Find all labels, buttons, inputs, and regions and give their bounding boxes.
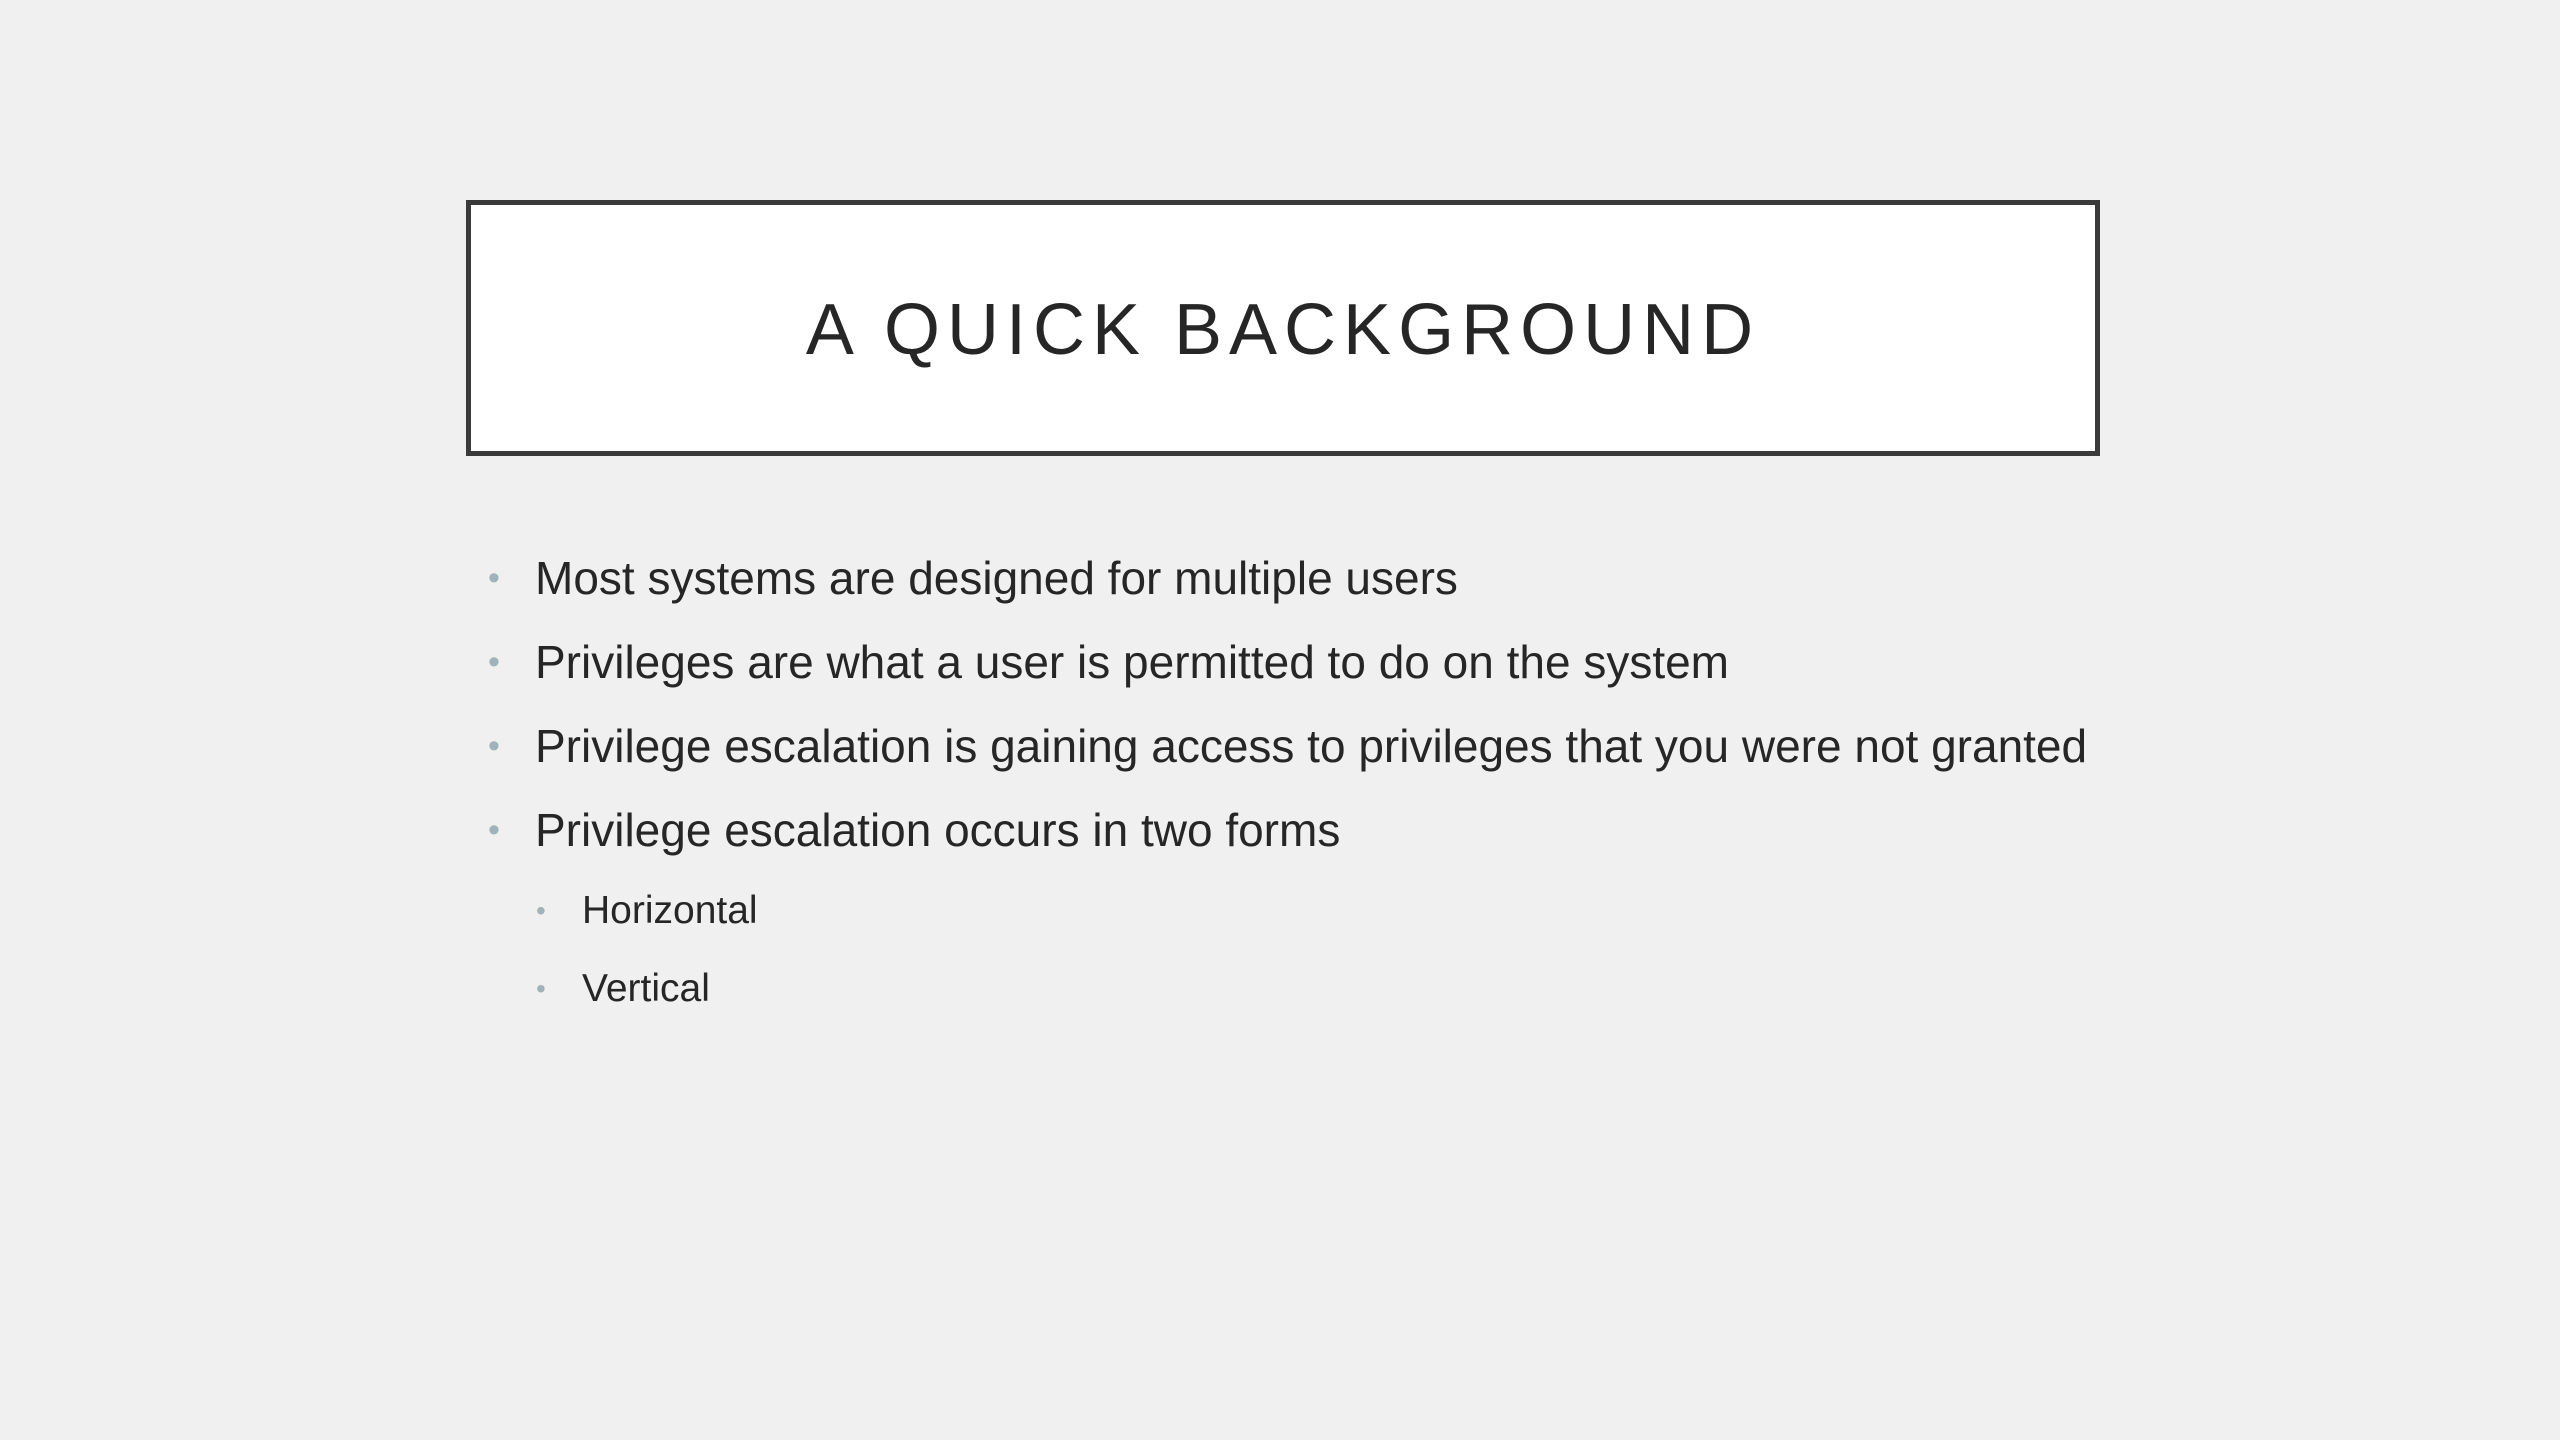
bullet-item	[482, 632, 2182, 692]
sub-bullet-item	[531, 962, 2182, 1016]
sub-bullet-text: Horizontal	[582, 889, 758, 932]
bullet-text: Privileges are what a user is permitted to do on the system	[535, 636, 1730, 688]
slide-title: A QUICK BACKGROUND	[805, 290, 1761, 370]
bullet-text: Privilege escalation occurs in two forms	[535, 804, 1341, 856]
bullet-icon: •	[488, 727, 500, 765]
bullet-text: Privilege escalation is gaining access to privileges that you were not granted	[535, 720, 2088, 772]
bullet-icon: •	[488, 643, 500, 681]
sub-bullet-text: Vertical	[582, 967, 710, 1010]
title-box	[466, 200, 2100, 456]
sub-bullet-list	[482, 884, 2182, 1016]
bullet-text: Most systems are designed for multiple users	[535, 552, 1458, 604]
sub-bullet-item	[531, 884, 2182, 938]
bullet-icon: •	[488, 559, 500, 597]
bullet-icon: •	[488, 811, 500, 849]
bullet-item	[482, 716, 2182, 776]
slide-content	[482, 548, 2182, 1040]
bullet-item	[482, 548, 2182, 608]
bullet-icon: •	[536, 895, 546, 926]
bullet-item	[482, 800, 2182, 860]
bullet-list	[482, 548, 2182, 860]
bullet-icon: •	[536, 973, 546, 1004]
